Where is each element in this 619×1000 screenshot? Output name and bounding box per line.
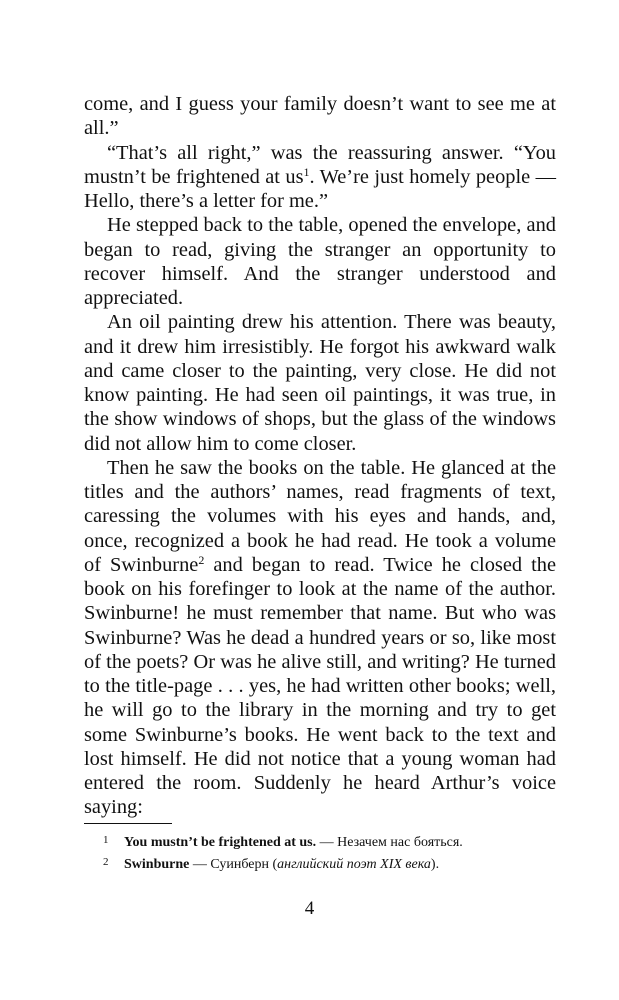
paragraph: An oil painting drew his attention. There was beauty, and it drew him irresistibly. He forgot his awkward walk and came closer to the painting, very close. He did not know painting. He had seen oil paintings, it was true, in the show windows of shops, but the glass of the windows did not allow him to come closer. [84, 311, 556, 455]
footnote-number: 2 [103, 855, 109, 868]
footnote-marker: 2 [198, 552, 205, 567]
footnote-term: Swinburne [124, 856, 190, 872]
paragraph: He stepped back to the table, opened the envelope, and began to read, giving the stranger an opportunity to recover himself. And the stranger understood and appreciated. [84, 214, 556, 309]
body-text [84, 92, 556, 820]
footnote-gloss: Незачем нас бояться. [337, 834, 463, 850]
footnote-marker: 1 [303, 164, 310, 179]
paragraph: “That’s all right,” was the reassuring answer. “You mustn’t be frightened at $us^1$. We’re just homely people — Hello, there’s a letter for me.” [84, 141, 556, 212]
paragraph: Then he saw the books on the table. He glanced at the titles and the authors’ names, read fragments of text, caressing the volumes with his eyes and hands, and, once, recognized a book he had read. He took a volume of Swinburne$^2$ and began to read. Twice he closed the book on his forefinger to look at the name of the author. Swinburne! he must remember that name. But who was Swinburne? Was he dead a hundred years or so, like most of the poets? Or was he alive still, and writing? He turned to the title-page . . . yes, he had written other books; well, he will go to the library in the morning and try to get some Swinburne’s books. He went back to the text and lost himself. He did not notice that a young woman had entered the room. Suddenly he heard Arthur’s voice saying: [84, 456, 557, 819]
footnote-number: 1 [103, 833, 109, 846]
page-number: 4 [304, 898, 315, 919]
footnote-gloss-italic: английский поэт XIX века [277, 856, 431, 872]
footnote-gloss: Суинберн ( [210, 856, 278, 872]
footnote-term: You mustn’t be frightened at us. [124, 834, 317, 850]
footnote: 1 You mustn’t be frightened at us. — Незачем нас бояться. [84, 832, 556, 854]
paragraph: come, and I guess your family doesn’t want to see me at all.” [84, 93, 556, 140]
footnotes [84, 832, 556, 876]
footnote-divider [84, 823, 172, 824]
page-content [84, 92, 556, 876]
footnote: 2 Swinburne — Суинберн (английский поэт XIX века). [84, 854, 556, 876]
